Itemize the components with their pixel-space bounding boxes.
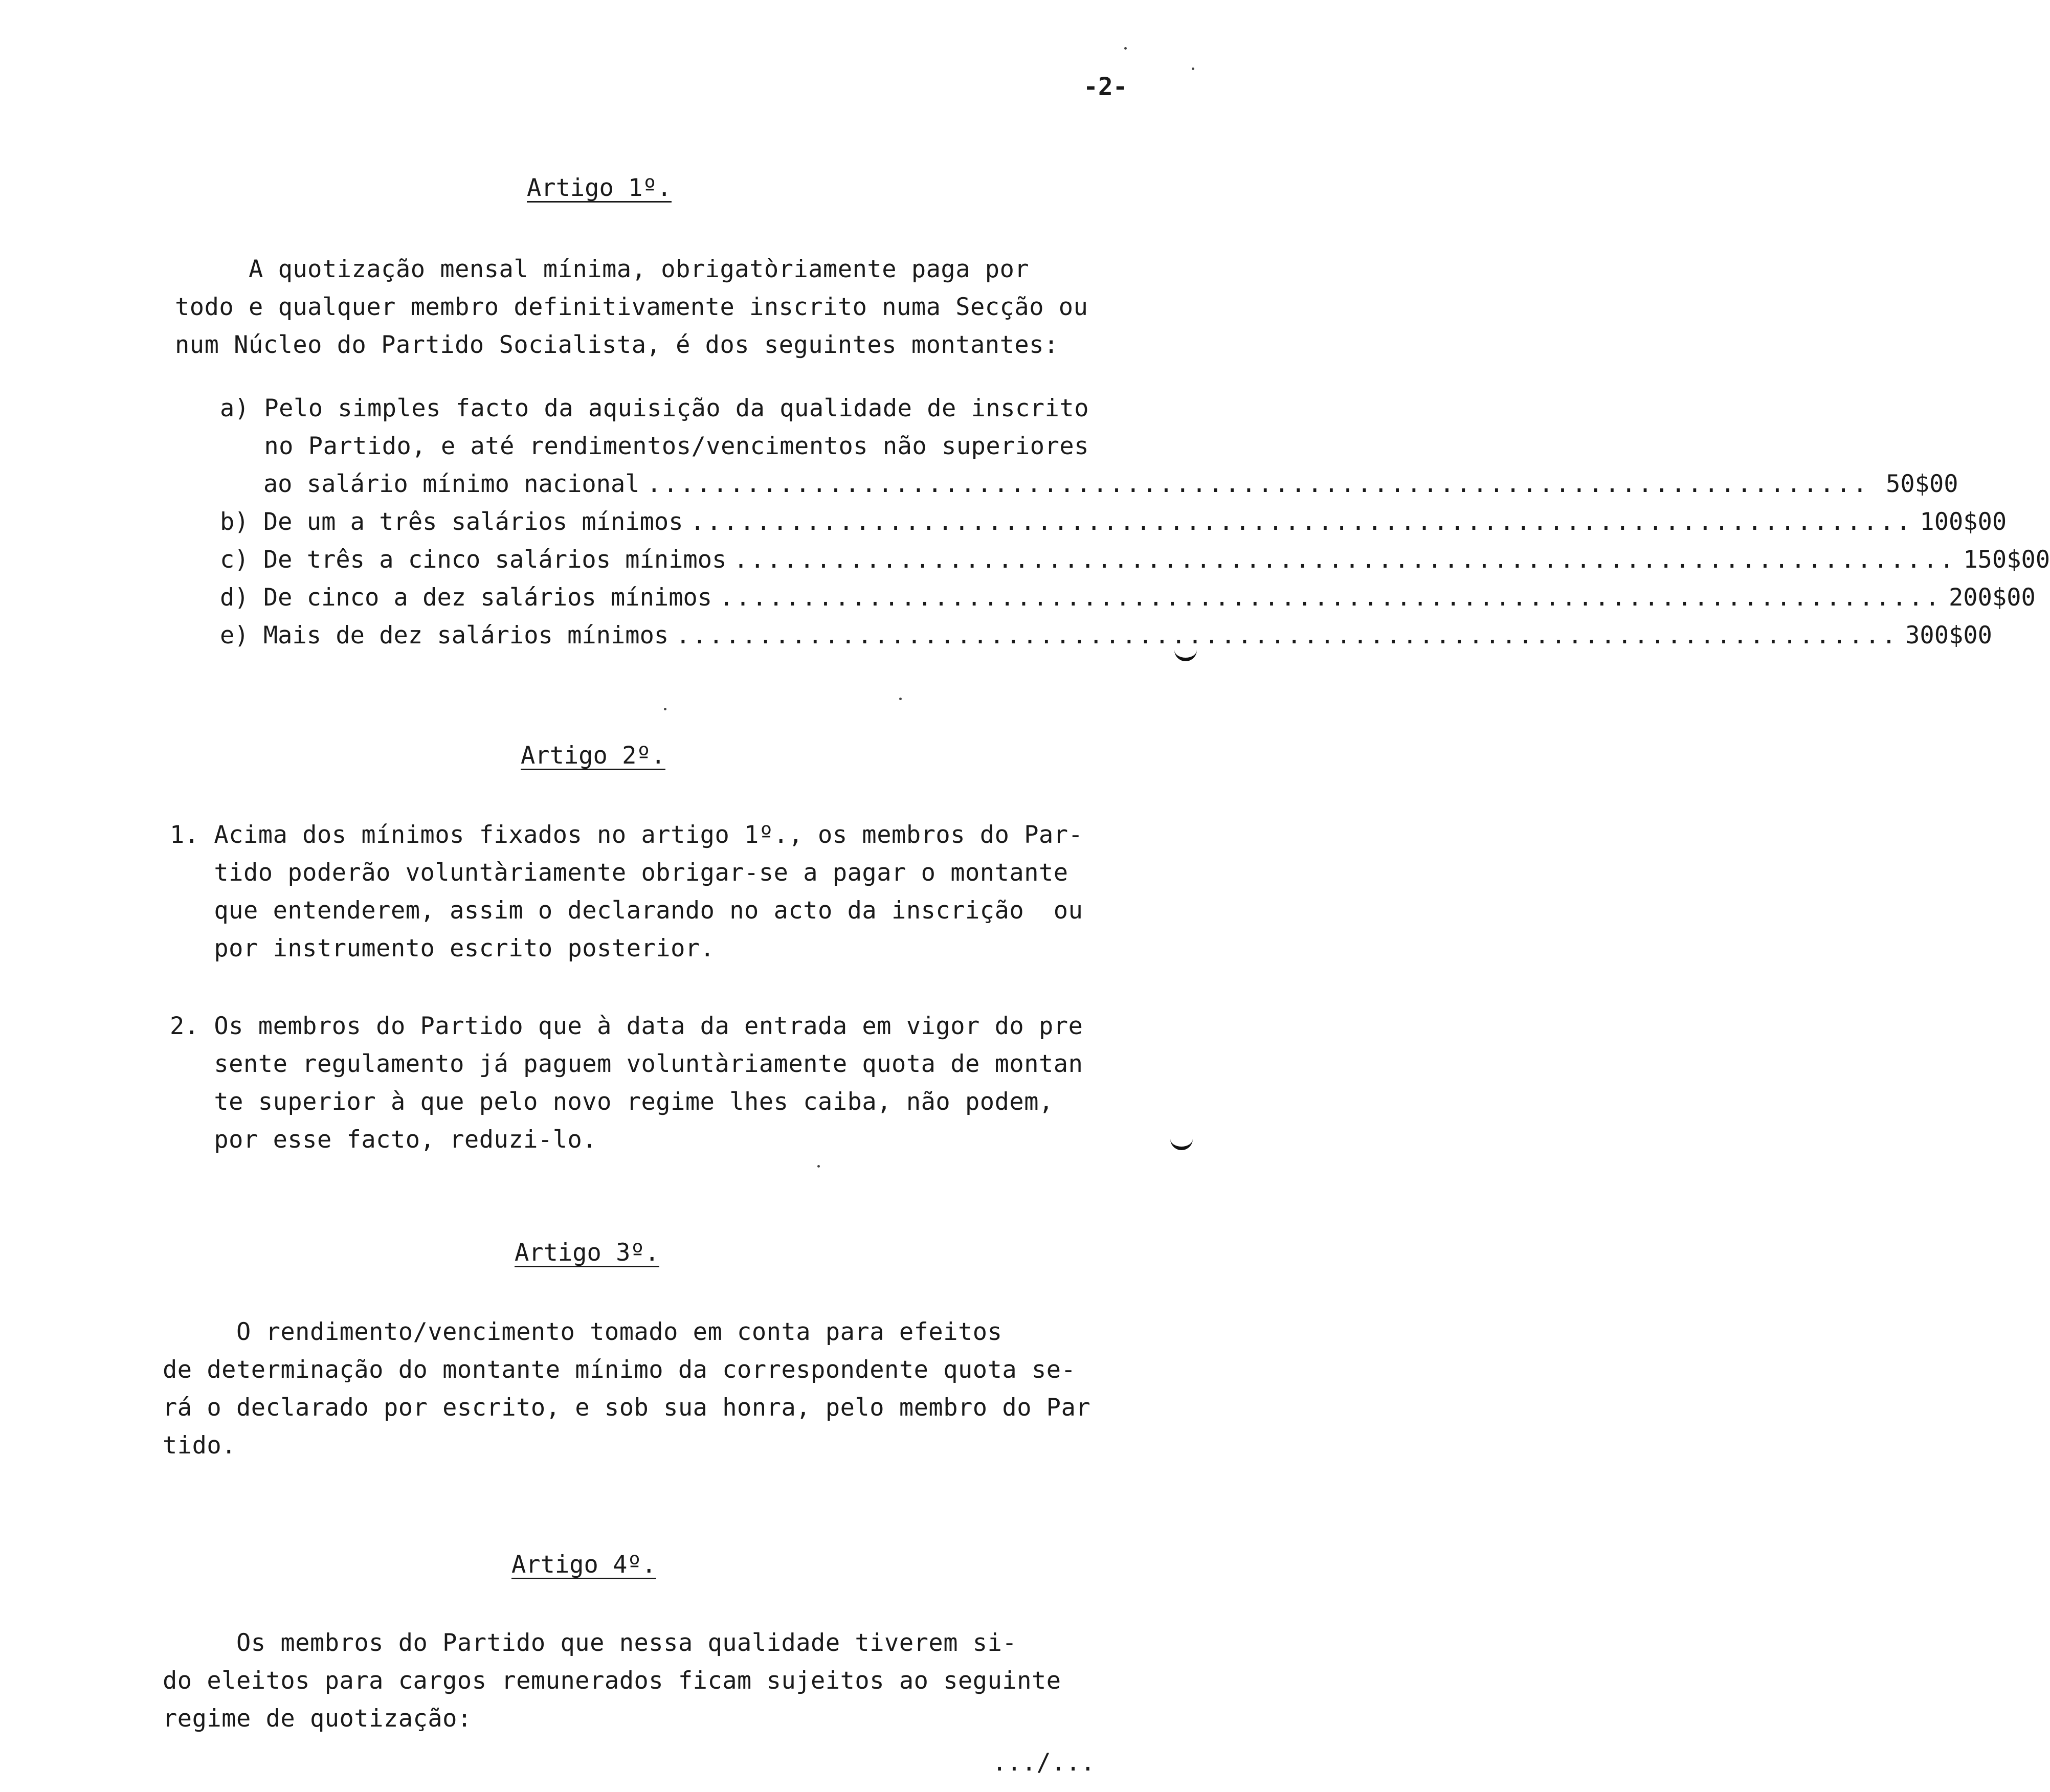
fee-label: ao salário mínimo nacional	[220, 470, 640, 498]
article-1-heading: Artigo 1º.	[527, 174, 672, 202]
article-3-paragraph-line: de determinação do montante mínimo da correspondente quota se-	[163, 1356, 1076, 1384]
article-2-point-1-line: 1. Acima dos mínimos fixados no artigo 1º., os membros do Par-	[170, 821, 1083, 849]
article-2-heading: Artigo 2º.	[521, 742, 665, 770]
fee-row-b	[220, 503, 2007, 541]
article-1-paragraph-line: num Núcleo do Partido Socialista, é dos seguintes montantes:	[175, 331, 1059, 359]
dot-leader: ..........................................................................	[690, 508, 1913, 536]
fee-row-e	[220, 617, 1992, 655]
article-4-paragraph-line: Os membros do Partido que nessa qualidade tiverem si-	[163, 1629, 1017, 1657]
article-2-point-1-line: por instrumento escrito posterior.	[170, 934, 715, 962]
article-2-point-1-line: que entenderem, assim o declarando no acto da inscrição ou	[170, 897, 1083, 925]
fee-amount: 150$00	[1963, 546, 2050, 574]
scan-speck	[817, 1165, 820, 1168]
article-3-heading: Artigo 3º.	[515, 1239, 659, 1267]
scan-speck	[664, 708, 666, 710]
fee-amount: 100$00	[1920, 508, 2007, 536]
dot-leader: ..........................................................................	[733, 546, 1956, 574]
scan-speck	[1192, 68, 1194, 70]
page-number: -2-	[1083, 73, 1128, 101]
article-4-paragraph-line: do eleitos para cargos remunerados ficam sujeitos ao seguinte	[163, 1667, 1061, 1695]
scan-speck	[1124, 47, 1127, 50]
article-1-paragraph-line: todo e qualquer membro definitivamente inscrito numa Secção ou	[175, 293, 1088, 321]
fee-label: d) De cinco a dez salários mínimos	[220, 584, 712, 612]
article-1-paragraph-line: A quotização mensal mínima, obrigatòriamente paga por	[175, 255, 1030, 283]
fee-amount: 200$00	[1949, 584, 2036, 612]
fee-label: b) De um a três salários mínimos	[220, 508, 683, 536]
dot-leader: ..........................................................................	[719, 584, 1942, 612]
article-2-point-2-line: por esse facto, reduzi-lo.	[170, 1126, 597, 1154]
margin-tick-mark	[1170, 1134, 1193, 1150]
fee-amount: 300$00	[1905, 621, 1992, 649]
dot-leader: ..........................................................................	[676, 621, 1899, 649]
article-2-point-1-line: tido poderão voluntàriamente obrigar-se a pagar o montante	[170, 859, 1068, 887]
article-2-point-2-line: te superior à que pelo novo regime lhes caiba, não podem,	[170, 1088, 1054, 1116]
article-2-point-2-line: 2. Os membros do Partido que à data da entrada em vigor do pre	[170, 1012, 1083, 1040]
fee-label: c) De três a cinco salários mínimos	[220, 546, 727, 574]
continuation-mark: .../...	[992, 1749, 1096, 1777]
scan-speck	[899, 698, 902, 700]
fee-amount: 50$00	[1886, 470, 1958, 498]
article-3-paragraph-line: rá o declarado por escrito, e sob sua honra, pelo membro do Par	[163, 1394, 1091, 1422]
article-4-paragraph-line: regime de quotização:	[163, 1705, 472, 1733]
item-a-line: no Partido, e até rendimentos/vencimentos não superiores	[220, 432, 1089, 460]
fee-row-a	[220, 465, 1958, 503]
margin-tick-mark	[1174, 645, 1197, 661]
fee-label: e) Mais de dez salários mínimos	[220, 621, 669, 649]
article-2-point-2-line: sente regulamento já paguem voluntàriamente quota de montan	[170, 1050, 1083, 1078]
article-4-heading: Artigo 4º.	[511, 1551, 656, 1579]
dot-leader: ..........................................................................	[647, 470, 1869, 498]
fee-row-c	[220, 541, 2050, 579]
article-3-paragraph-line: O rendimento/vencimento tomado em conta para efeitos	[163, 1318, 1002, 1346]
article-3-paragraph-line: tido.	[163, 1431, 236, 1460]
fee-row-d	[220, 579, 2036, 617]
item-a-line: a) Pelo simples facto da aquisição da qualidade de inscrito	[220, 394, 1089, 422]
